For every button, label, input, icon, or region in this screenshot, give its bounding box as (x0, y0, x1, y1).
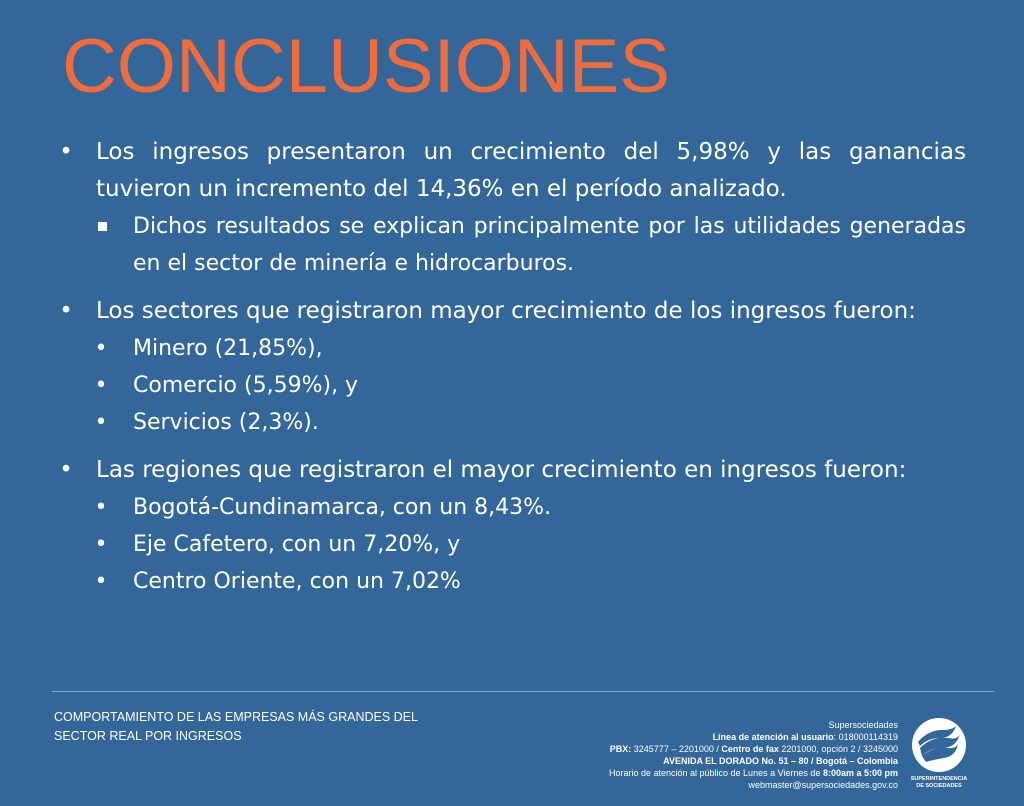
footer-email-link[interactable]: webmaster@supersociedades.gov.co (748, 780, 898, 790)
bullet-item (54, 452, 966, 489)
footer-fax-label: Centro de fax (721, 744, 779, 754)
slide-title: CONCLUSIONES (62, 24, 671, 109)
sub-bullet-text: Comercio (5,59%), y (133, 373, 359, 398)
footer-org-name: Supersociedades (828, 720, 898, 730)
bullet-text: Las regiones que registraron el mayor crecimiento en ingresos fueron: (96, 457, 907, 483)
footer-contact-info (478, 719, 898, 791)
bullet-dot-icon: • (94, 532, 108, 557)
logo-wordmark (906, 776, 972, 790)
footer-fax-value: 2201000, opción 2 / 3245000 (778, 744, 898, 754)
bullet-text: Los sectores que registraron mayor crecimiento de los ingresos fueron: (96, 298, 916, 324)
bullet-dot-icon: • (59, 139, 73, 165)
sub-bullet-text: Eje Cafetero, con un 7,20%, y (133, 532, 461, 557)
bullet-dot-icon: • (94, 373, 108, 398)
bullet-dot-icon: • (94, 495, 108, 520)
supersociedades-logo (906, 718, 972, 792)
sub-bullet-item (12, 208, 966, 282)
bullet-dot-icon: • (59, 298, 73, 324)
sub-bullet-text: Minero (21,85%), (133, 336, 323, 361)
bullet-dot-icon: • (59, 457, 73, 483)
sub-bullet-item (12, 330, 966, 367)
footer-report-title (54, 708, 454, 746)
slide-content (54, 134, 966, 600)
bullet-item (54, 293, 966, 330)
sub-bullet-item (12, 526, 966, 563)
sub-bullet-text: Dichos resultados se explican principalmente por las utilidades generadas en el sector de minería e hidrocarburos. (133, 214, 966, 276)
footer-phone-value: : 018000114319 (833, 732, 898, 742)
bullet-dot-icon: • (94, 336, 108, 361)
square-bullet-icon (98, 222, 107, 231)
footer-hours-text: Horario de atención al público de Lunes a Viernes de (608, 768, 823, 778)
sub-bullet-item (12, 563, 966, 600)
sub-bullet-item (12, 489, 966, 526)
bullet-dot-icon: • (94, 569, 108, 594)
footer-pbx-value: 3245777 – 2201000 / (631, 744, 722, 754)
footer-phone-line (478, 731, 898, 743)
bullet-text: Los ingresos presentaron un crecimiento del 5,98% y las ganancias tuvieron un incremento del 14,36% en el período analizado. (96, 139, 966, 202)
footer-pbx-label: PBX: (609, 744, 632, 754)
footer-pbx-line (478, 743, 898, 755)
footer-phone-label: Línea de atención al usuario (712, 732, 834, 742)
footer-divider (52, 691, 994, 692)
footer-address (478, 755, 898, 767)
logo-wordmark-line1: SUPERINTENDENCIA (910, 776, 968, 782)
bullet-dot-icon: • (94, 410, 108, 435)
sub-bullet-text: Centro Oriente, con un 7,02% (133, 569, 461, 594)
sub-bullet-item (12, 367, 966, 404)
sub-bullet-text: Bogotá-Cundinamarca, con un 8,43%. (133, 495, 552, 520)
bullet-item (54, 134, 966, 208)
footer-hours-value: 8:00am a 5:00 pm (822, 768, 898, 778)
logo-emblem-icon (912, 718, 966, 772)
footer-report-title-line1: COMPORTAMIENTO DE LAS EMPRESAS MÁS GRANDES DEL (54, 710, 418, 724)
footer-hours (478, 767, 898, 779)
sub-bullet-item (12, 404, 966, 441)
footer-report-title-line2: SECTOR REAL POR INGRESOS (54, 729, 242, 743)
footer-address-text: AVENIDA EL DORADO No. 51 – 80 / Bogotá – Colombia (663, 756, 898, 766)
logo-wordmark-line2: DE SOCIEDADES (916, 783, 962, 789)
sub-bullet-text: Servicios (2,3%). (133, 410, 319, 435)
